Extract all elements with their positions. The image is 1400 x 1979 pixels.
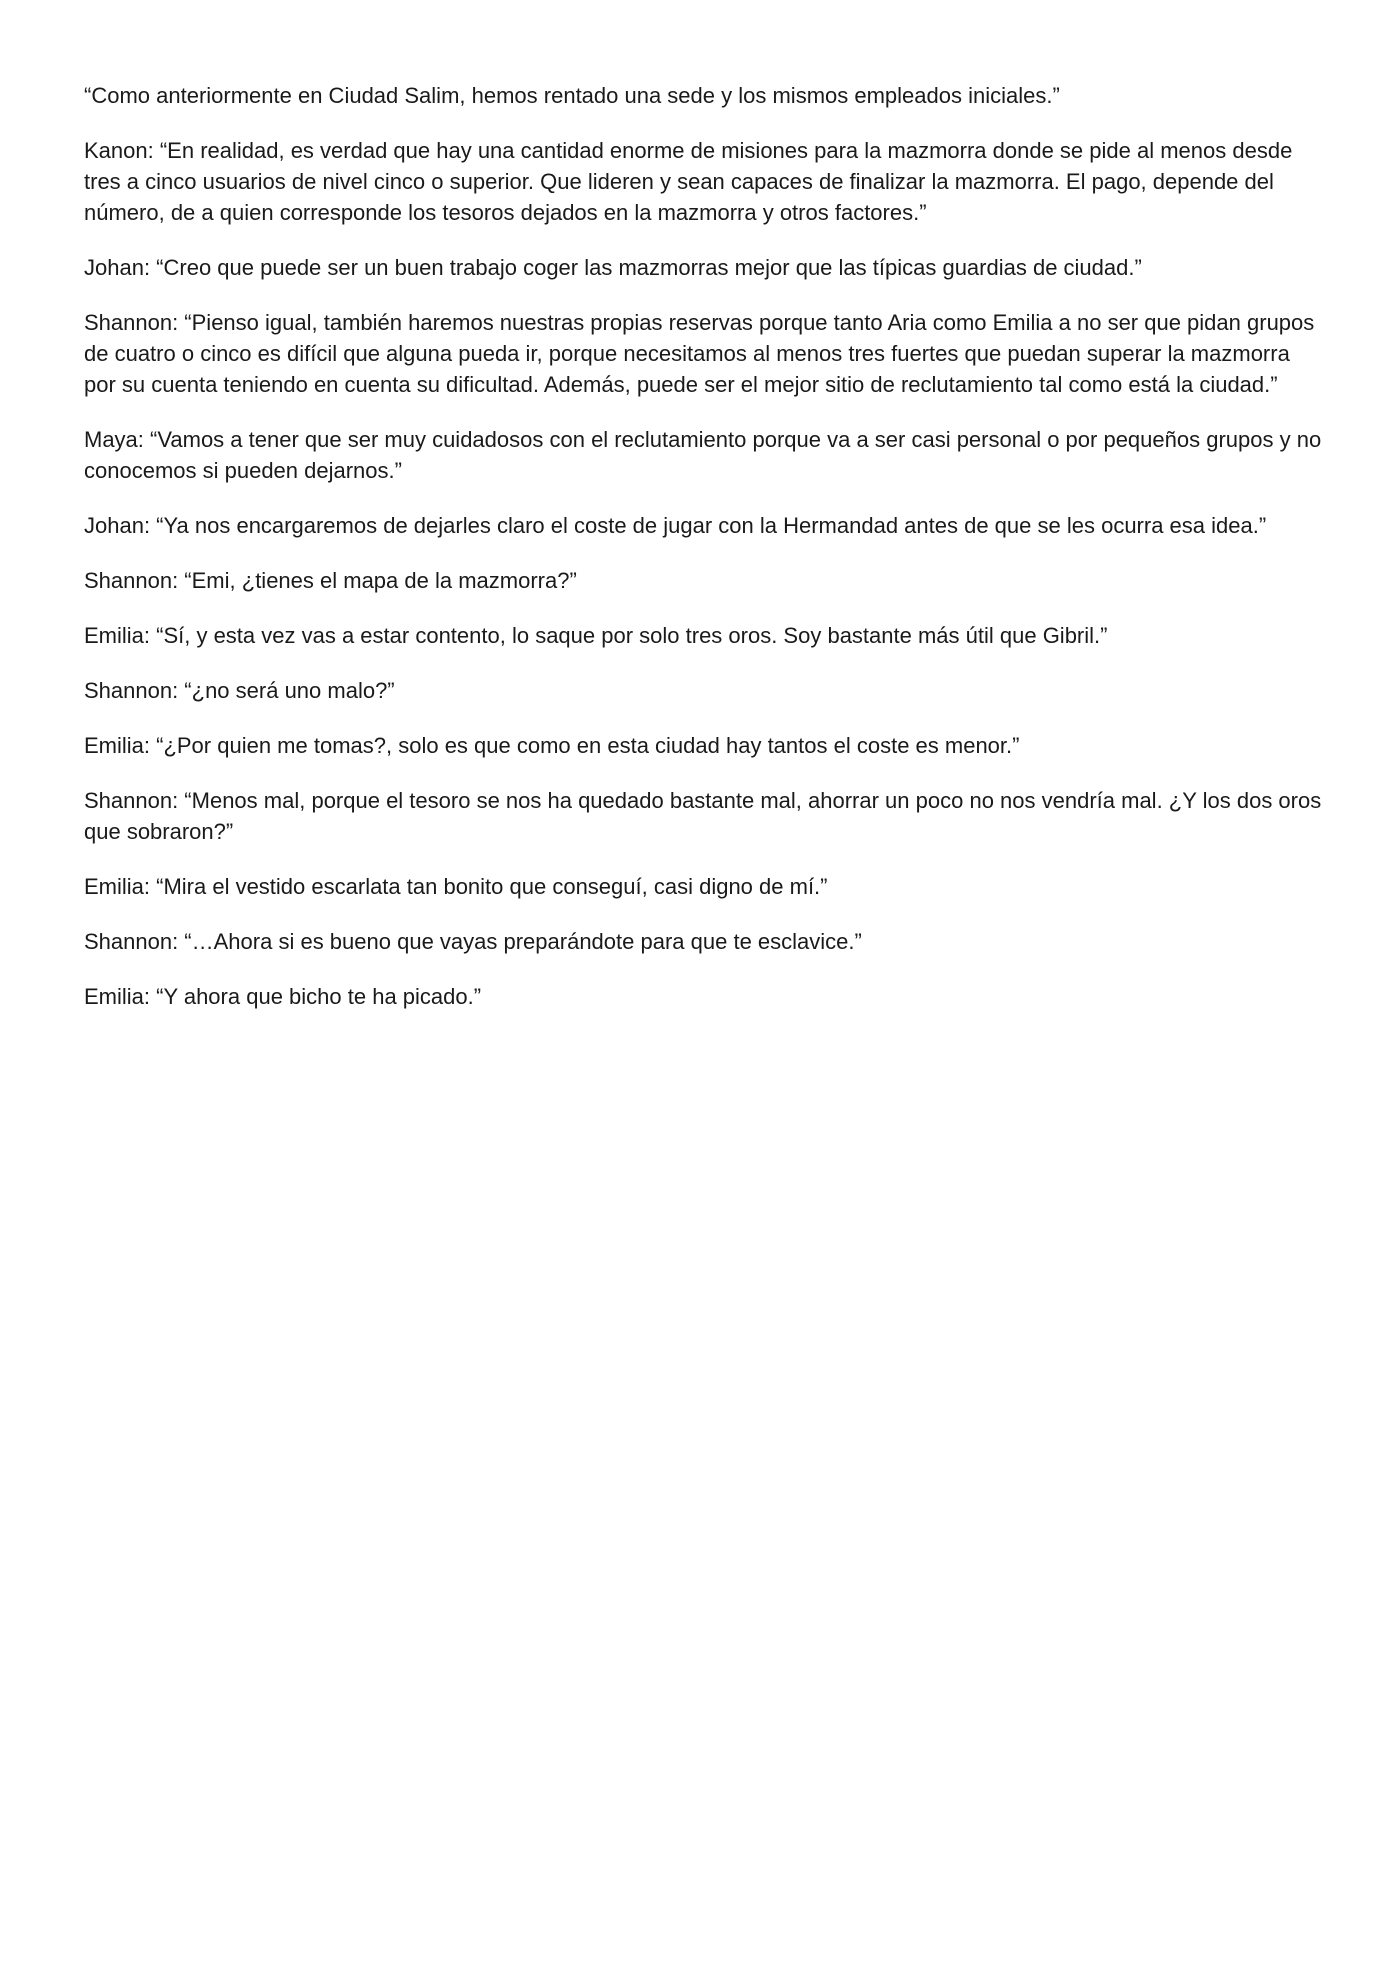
paragraph: Shannon: “Menos mal, porque el tesoro se nos ha quedado bastante mal, ahorrar un poco no nos vendría mal. ¿Y los dos oros que sobraron?” — [84, 788, 1322, 844]
text-body — [84, 80, 1324, 1036]
paragraph: Shannon: “…Ahora si es bueno que vayas preparándote para que te esclavice.” — [84, 929, 862, 954]
paragraph: Johan: “Ya nos encargaremos de dejarles claro el coste de jugar con la Hermandad antes de que se les ocurra esa idea.” — [84, 513, 1267, 538]
paragraph: Shannon: “Pienso igual, también haremos nuestras propias reservas porque tanto Aria como Emilia a no ser que pidan grupos de cuatro o cinco es difícil que alguna pueda ir, porque necesitamos al menos tres fuertes que puedan superar la mazmorra por su cuenta teniendo en cuenta su dificultad. Además, puede ser el mejor sitio de reclutamiento tal como está la ciudad.” — [84, 310, 1315, 397]
paragraph: Johan: “Creo que puede ser un buen trabajo coger las mazmorras mejor que las típicas guardias de ciudad.” — [84, 255, 1142, 280]
paragraph: Emilia: “Sí, y esta vez vas a estar contento, lo saque por solo tres oros. Soy bastante más útil que Gibril.” — [84, 623, 1108, 648]
paragraph: Kanon: “En realidad, es verdad que hay una cantidad enorme de misiones para la mazmorra donde se pide al menos desde tres a cinco usuarios de nivel cinco o superior. Que lideren y sean capaces de finalizar la mazmorra. El pago, depende del número, de a quien corresponde los tesoros dejados en la mazmorra y otros factores.” — [84, 138, 1293, 225]
paragraph: Shannon: “Emi, ¿tienes el mapa de la mazmorra?” — [84, 568, 577, 593]
paragraph: “Como anteriormente en Ciudad Salim, hemos rentado una sede y los mismos empleados iniciales.” — [84, 83, 1060, 108]
paragraph: Emilia: “Mira el vestido escarlata tan bonito que conseguí, casi digno de mí.” — [84, 874, 828, 899]
paragraph: Maya: “Vamos a tener que ser muy cuidadosos con el reclutamiento porque va a ser casi personal o por pequeños grupos y no conocemos si pueden dejarnos.” — [84, 427, 1322, 483]
paragraph: Emilia: “¿Por quien me tomas?, solo es que como en esta ciudad hay tantos el coste es menor.” — [84, 733, 1020, 758]
paragraph: Emilia: “Y ahora que bicho te ha picado.” — [84, 984, 482, 1009]
paragraph: Shannon: “¿no será uno malo?” — [84, 678, 395, 703]
